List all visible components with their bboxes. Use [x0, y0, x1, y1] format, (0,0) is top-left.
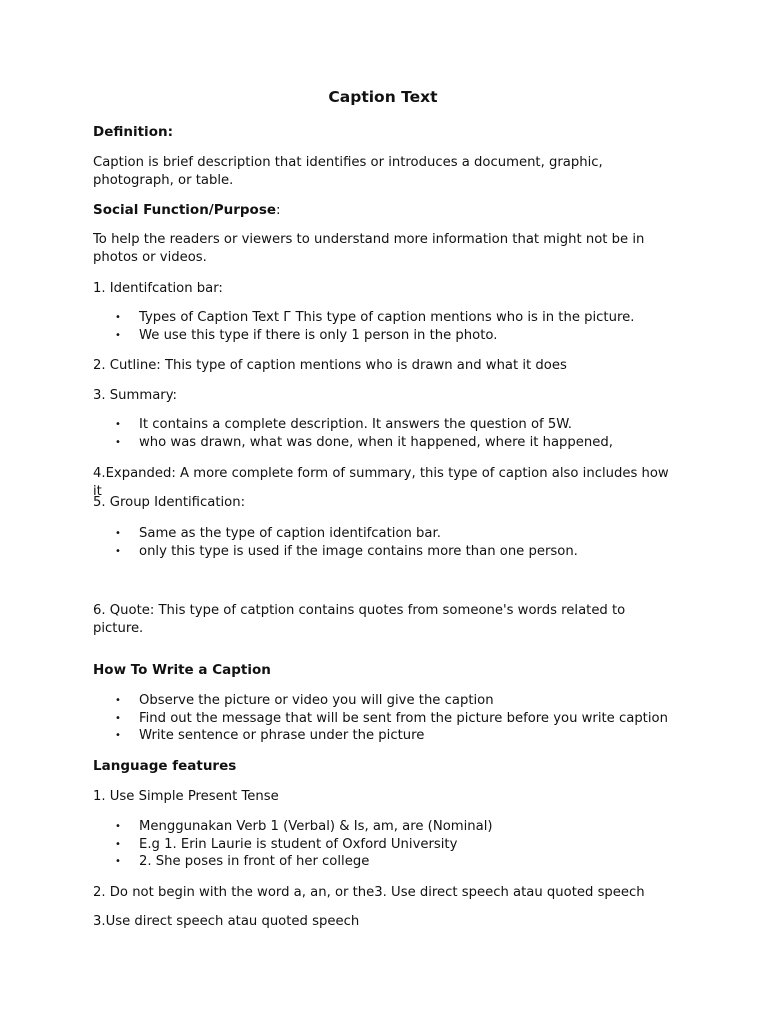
list-item-text: only this type is used if the image contains more than one person. — [139, 543, 578, 559]
definition-text: Caption is brief description that identifies or introduces a document, graphic, photograph, or table. — [93, 155, 603, 188]
social-function-heading — [93, 202, 281, 218]
list-item-text: Menggunakan Verb 1 (Verbal) & Is, am, are (Nominal) — [139, 819, 493, 834]
type-5-bullets — [93, 525, 578, 560]
type-6-label: 6. Quote: This type of catption contains quotes from someone's words related to picture. — [93, 603, 626, 636]
list-item-text: E.g 1. Erin Laurie is student of Oxford University — [139, 836, 458, 852]
list-item-text: who was drawn, what was done, when it happened, where it happened, — [139, 434, 613, 450]
type-3-label: 3. Summary: — [93, 388, 177, 403]
list-item-text: 2. She poses in front of her college — [139, 854, 370, 870]
language-feature-1: 1. Use Simple Present Tense — [93, 789, 279, 804]
bullet-marker: • — [115, 329, 121, 341]
bullet-marker: • — [115, 821, 121, 832]
list-item — [93, 327, 634, 345]
bullet-marker: • — [115, 545, 121, 557]
bullet-marker: • — [115, 712, 121, 724]
list-item — [93, 818, 493, 836]
list-item-text: Types of Caption Text Г This type of caption mentions who is in the picture. — [139, 310, 635, 325]
type-2-label: 2. Cutline: This type of caption mentions who is drawn and what it does — [93, 358, 567, 373]
list-item — [93, 836, 493, 854]
social-function-heading-text: Social Function/Purpose — [93, 202, 277, 218]
list-item-text: It contains a complete description. It answers the question of 5W. — [139, 417, 572, 432]
language-feature-3: 3.Use direct speech atau quoted speech — [93, 914, 360, 929]
language-feature-2: 2. Do not begin with the word a, an, or the3. Use direct speech atau quoted speech — [93, 885, 645, 900]
social-function-text: To help the readers or viewers to understand more information that might not be in photos or videos. — [93, 232, 645, 265]
bullet-marker: • — [115, 695, 121, 706]
document-page — [93, 0, 693, 1024]
list-item-text: Observe the picture or video you will give the caption — [139, 693, 494, 708]
type-3-bullets — [93, 416, 613, 451]
bullet-marker: • — [115, 312, 121, 323]
how-to-heading: How To Write a Caption — [93, 662, 271, 678]
bullet-marker: • — [115, 419, 121, 430]
bullet-marker: • — [115, 856, 121, 868]
list-item — [93, 710, 668, 728]
how-to-bullets — [93, 692, 668, 745]
document-title: Caption Text — [328, 88, 438, 106]
type-1-label: 1. Identifcation bar: — [93, 281, 223, 296]
list-item — [93, 543, 578, 561]
list-item — [93, 416, 613, 434]
list-item-text: Find out the message that will be sent from the picture before you write caption — [139, 710, 668, 726]
list-item — [93, 525, 578, 543]
type-5-label: 5. Group Identification: — [93, 495, 246, 510]
bullet-marker: • — [115, 838, 121, 850]
list-item — [93, 309, 634, 327]
list-item-text: We use this type if there is only 1 person in the photo. — [139, 327, 498, 343]
list-item-text: Same as the type of caption identifcation bar. — [139, 526, 441, 541]
bullet-marker: • — [115, 730, 121, 742]
list-item — [93, 692, 668, 710]
bullet-marker: • — [115, 436, 121, 448]
list-item — [93, 727, 668, 745]
bullet-marker: • — [115, 528, 121, 539]
list-item — [93, 853, 493, 871]
social-function-heading-colon: : — [276, 202, 281, 218]
language-features-bullets — [93, 818, 493, 871]
list-item-text: Write sentence or phrase under the picture — [139, 728, 425, 744]
type-1-bullets — [93, 309, 634, 344]
language-features-heading: Language features — [93, 758, 237, 774]
list-item — [93, 434, 613, 452]
definition-heading: Definition: — [93, 124, 173, 140]
type-4-label: 4.Expanded: A more complete form of summary, this type of caption also includes how it — [93, 466, 669, 499]
